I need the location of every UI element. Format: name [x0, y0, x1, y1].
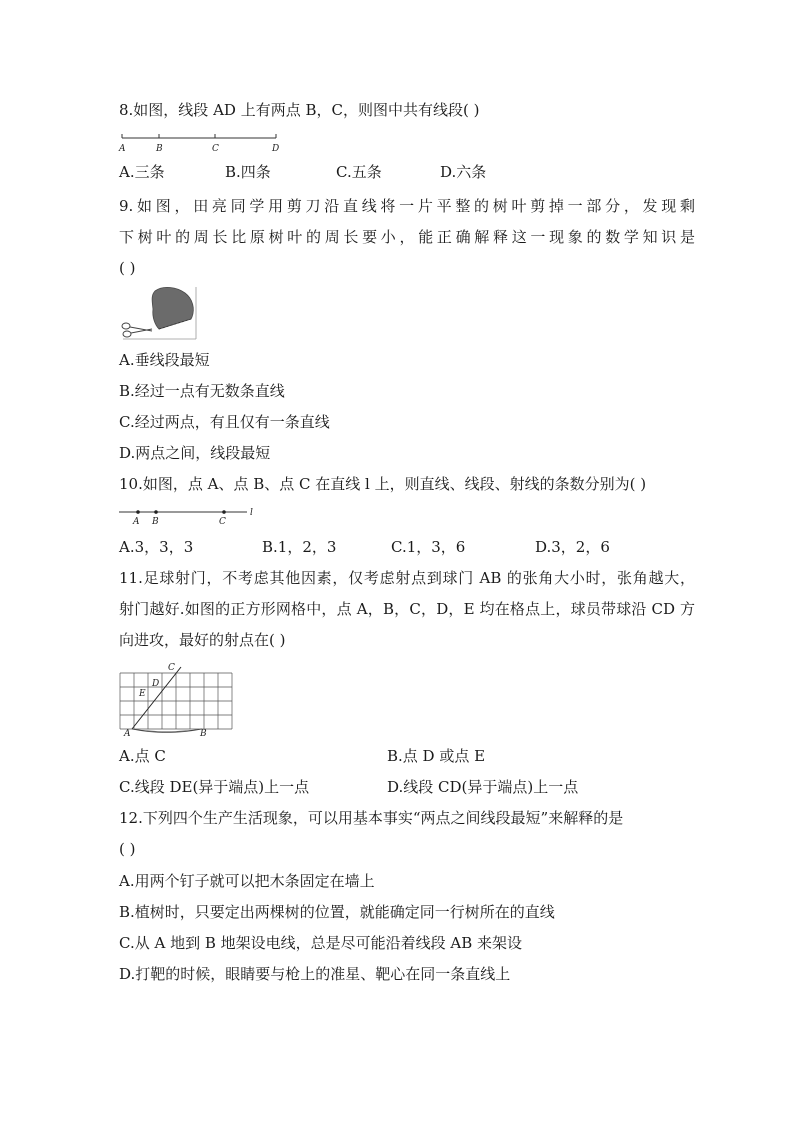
q8-option-d: D.六条 — [440, 163, 487, 181]
q11-label-c: C — [168, 663, 175, 673]
leaf-icon — [152, 287, 193, 329]
q8-stem: 8.如图，线段 AD 上有两点 B，C，则图中共有线段( ) — [119, 101, 480, 119]
q9-option-b: B.经过一点有无数条直线 — [119, 382, 285, 400]
q8-option-a: A.三条 — [119, 163, 165, 181]
q8-label-b: B — [156, 144, 163, 154]
q12-option-b: B.植树时，只要定出两棵树的位置，就能确定同一行树所在的直线 — [119, 903, 555, 921]
q9-option-a: A.垂线段最短 — [119, 351, 210, 369]
q12-option-d: D.打靶的时候，眼睛要与枪上的准星、靶心在同一条直线上 — [119, 965, 511, 983]
scissors-icon — [122, 323, 152, 337]
q12-option-c: C.从 A 地到 B 地架设电线，总是尽可能沿着线段 AB 来架设 — [119, 934, 523, 952]
q10-stem: 10.如图，点 A、点 B、点 C 在直线 l 上，则直线、线段、射线的条数分别为( ) — [119, 475, 647, 493]
q11-label-a: A — [124, 729, 131, 739]
q9-stem-line2: 下树叶的周长比原树叶的周长要小，能正确解释这一现象的数学知识是 — [119, 228, 695, 246]
q9-option-c: C.经过两点，有且仅有一条直线 — [119, 413, 330, 431]
q8-option-b: B.四条 — [225, 163, 271, 181]
q8-label-d: D — [272, 144, 280, 154]
q11-option-d: D.线段 CD(异于端点)上一点 — [387, 778, 579, 796]
q10-option-d: D.3，2，6 — [535, 538, 610, 556]
q12-option-a: A.用两个钉子就可以把木条固定在墙上 — [119, 872, 375, 890]
q9-stem-line3: ( ) — [119, 259, 136, 277]
q10-label-a: A — [133, 517, 140, 527]
q11-stem-line3: 向进攻，最好的射点在( ) — [119, 631, 286, 649]
q8-option-c: C.五条 — [336, 163, 382, 181]
q11-stem-line2: 射门越好.如图的正方形网格中，点 A，B，C，D，E 均在格点上，球员带球沿 CD 方 — [119, 600, 695, 618]
q10-label-l: l — [250, 508, 253, 518]
q12-stem-line2: ( ) — [119, 840, 136, 858]
q12-stem-line1: 12.下列四个生产生活现象，可以用基本事实“两点之间线段最短”来解释的是 — [119, 809, 624, 827]
q11-label-b: B — [200, 729, 207, 739]
q9-leaf-scissors-figure — [119, 285, 199, 345]
q11-label-e: E — [139, 689, 146, 699]
q8-label-c: C — [212, 144, 219, 154]
q11-label-d: D — [152, 679, 160, 689]
q11-grid-figure — [110, 660, 235, 742]
q10-line-figure — [119, 504, 264, 528]
q10-option-b: B.1，2，3 — [262, 538, 337, 556]
q10-label-b: B — [152, 517, 159, 527]
q11-option-b: B.点 D 或点 E — [387, 747, 486, 765]
q9-stem-line1: 9.如图，田亮同学用剪刀沿直线将一片平整的树叶剪掉一部分，发现剩 — [119, 197, 695, 215]
q8-label-a: A — [119, 144, 126, 154]
q9-option-d: D.两点之间，线段最短 — [119, 444, 271, 462]
q11-stem-line1: 11.足球射门，不考虑其他因素，仅考虑射点到球门 AB 的张角大小时，张角越大， — [119, 569, 695, 587]
q8-segment-figure — [119, 130, 289, 154]
q10-label-c: C — [219, 517, 226, 527]
q11-option-c: C.线段 DE(异于端点)上一点 — [119, 778, 310, 796]
q10-option-c: C.1，3，6 — [391, 538, 466, 556]
q11-option-a: A.点 C — [119, 747, 166, 765]
q10-option-a: A.3，3，3 — [119, 538, 194, 556]
